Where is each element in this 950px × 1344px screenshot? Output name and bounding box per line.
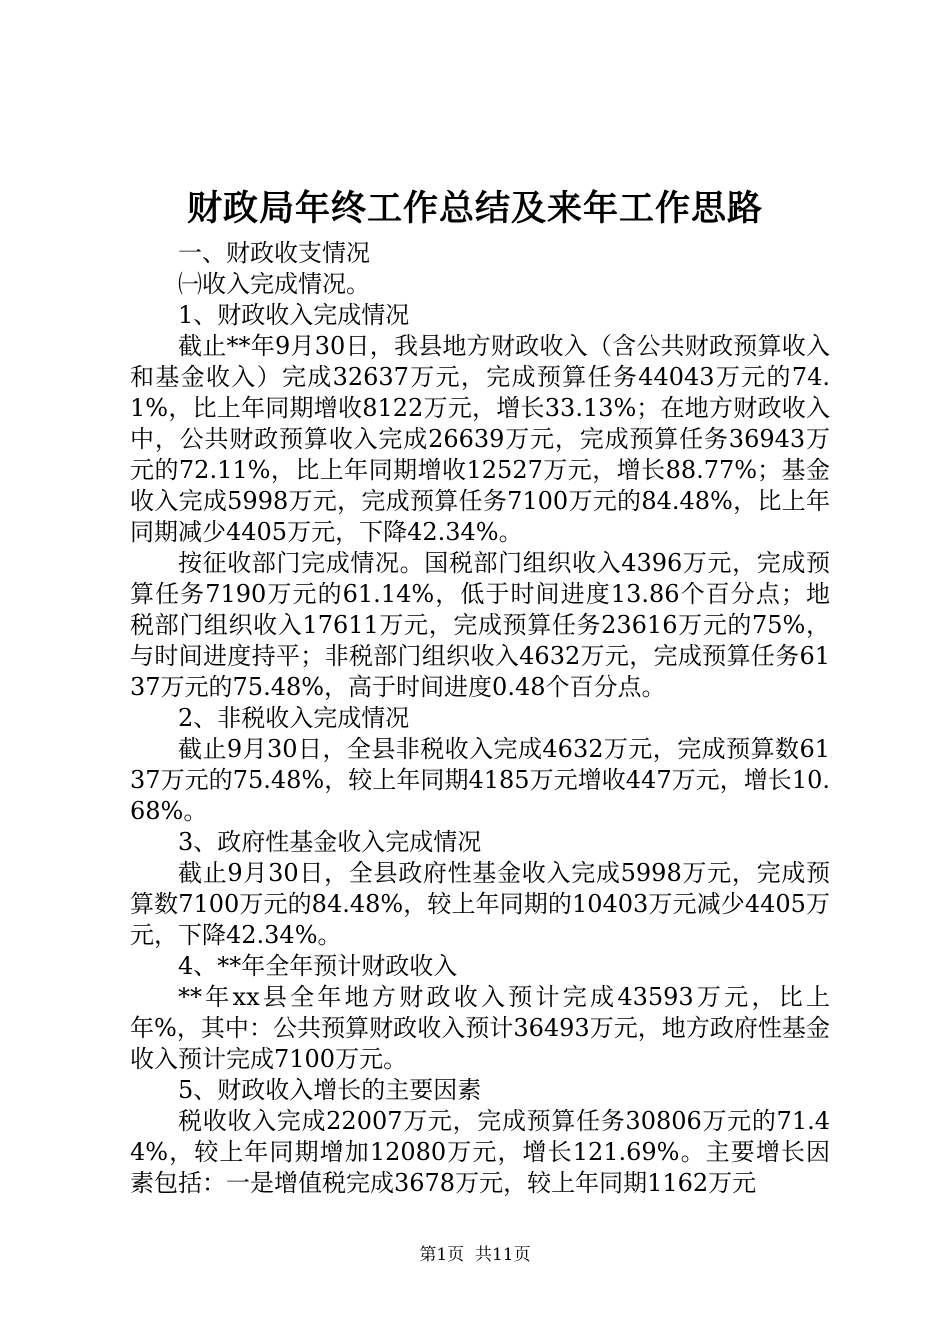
paragraph-section-heading: 一、财政收支情况 [178, 239, 370, 267]
paragraph-text: 税收收入完成22007万元，完成预算任务30806万元的71.44%，较上年同期增加12080万元，增长121.69%。主要增长因素包括：一是增值税完成3678万元，较上年同期1162万元 [130, 1107, 830, 1197]
paragraph-item-heading: 1、财政收入完成情况 [178, 301, 410, 329]
paragraph-item-heading: 2、非税收入完成情况 [178, 704, 410, 732]
paragraph-text: 截止**年9月30日，我县地方财政收入（含公共财政预算收入和基金收入）完成32637万元，完成预算任务44043万元的74.1%，比上年同期增收8122万元，增长33.13%；在地方财政收入中，公共财政预算收入完成26639万元，完成预算任务36943万元的72.11%，比上年同期增收12527万元，增长88.77%；基金收入完成5998万元，完成预算任务7100万元的84.48%，比上年同期减少4405万元，下降42.34%。 [130, 332, 830, 546]
paragraph-text: 截止9月30日，全县非税收入完成4632万元，完成预算数6137万元的75.48%，较上年同期4185万元增收447万元，增长10.68%。 [130, 735, 830, 825]
paragraph-subsection-heading: ㈠收入完成情况。 [178, 270, 370, 298]
paragraph-item-heading: 5、财政收入增长的主要因素 [178, 1076, 482, 1104]
paragraph-text: 截止9月30日，全县政府性基金收入完成5998万元，完成预算数7100万元的84.48%，较上年同期的10403万元减少4405万元，下降42.34%。 [130, 859, 830, 949]
paragraph-item-heading: 4、**年全年预计财政收入 [178, 952, 458, 980]
paragraph-item-heading: 3、政府性基金收入完成情况 [178, 828, 482, 856]
document-title: 财政局年终工作总结及来年工作思路 [186, 188, 763, 229]
document-body [130, 238, 830, 1199]
paragraph-text: **年xx县全年地方财政收入预计完成43593万元，比上年%，其中：公共预算财政收入预计36493万元，地方政府性基金收入预计完成7100万元。 [130, 983, 830, 1073]
page-number-footer: 第1页 共11页 [419, 1245, 531, 1265]
paragraph-text: 按征收部门完成情况。国税部门组织收入4396万元，完成预算任务7190万元的61.14%，低于时间进度13.86个百分点；地税部门组织收入17611万元，完成预算任务23616万元的75%，与时间进度持平；非税部门组织收入4632万元，完成预算任务6137万元的75.48%，高于时间进度0.48个百分点。 [130, 549, 830, 701]
